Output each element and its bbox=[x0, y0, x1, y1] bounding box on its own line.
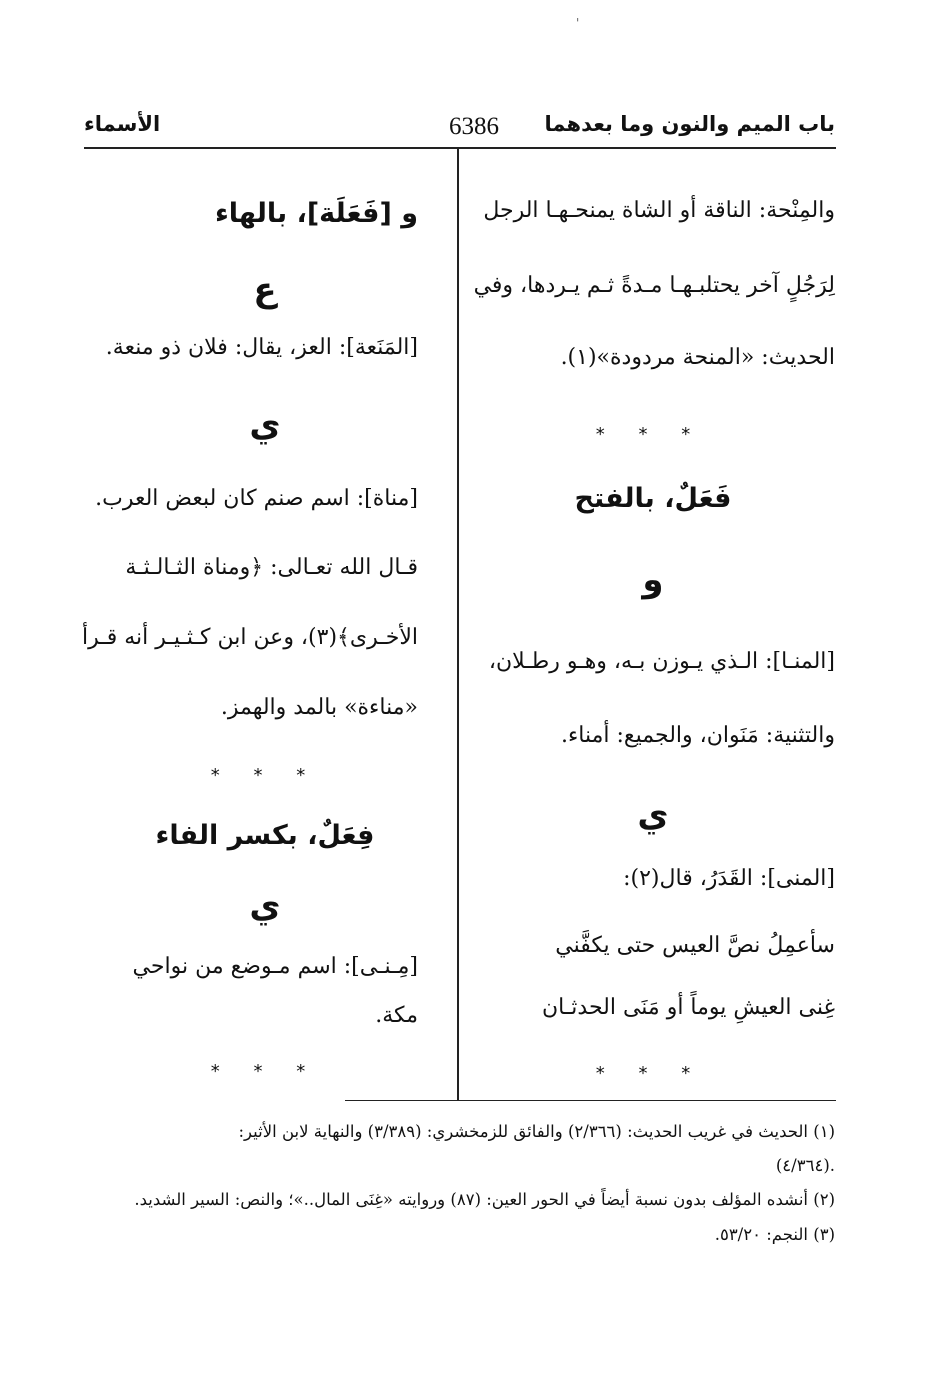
footnote-3: (٣) النجم: ٥٣/٢٠. bbox=[714, 1225, 835, 1244]
section-heading: و [فَعَلَة]، بالهاء bbox=[214, 198, 418, 229]
text-line: والمِنْحة: الناقة أو الشاة يمنحـهـا الرجل bbox=[483, 198, 835, 223]
text-line: [المنى]: القَدَرُ، قال(٢): bbox=[623, 866, 835, 891]
running-header-right: باب الميم والنون وما بعدهما bbox=[544, 112, 835, 136]
running-header-left: الأسماء bbox=[84, 112, 161, 136]
footnote-2: (٢) أنشده المؤلف بدون نسبة أيضاً في الحور العين: (٨٧) وروايته «غِنَى المال..»؛ والنص: السير الشديد. bbox=[134, 1190, 835, 1209]
page-number: 6386 bbox=[449, 113, 499, 140]
footnote-rule bbox=[345, 1100, 836, 1101]
text-line: [المنـا]: الـذي يـوزن بـه، وهـو رطـلان، bbox=[488, 649, 835, 674]
letter-heading-ya: ي bbox=[249, 886, 281, 926]
verse-line: سأعمِلُ نصَّ العيس حتى يكفَّني bbox=[555, 933, 835, 958]
section-separator-stars: * * * bbox=[210, 1061, 320, 1082]
letter-heading-ain: ع bbox=[253, 270, 277, 310]
footnote-1-continued: (٤/٣٦٤). bbox=[775, 1156, 835, 1175]
text-line: «مناءة» بالمد والهمز. bbox=[220, 695, 418, 720]
section-separator-stars: * * * bbox=[595, 424, 705, 445]
header-rule bbox=[84, 147, 836, 149]
text-line: قـال الله تعـالى: ﴿ومناة الثـالـثـة bbox=[125, 555, 418, 580]
text-line: الحديث: «المنحة مردودة»(١). bbox=[560, 345, 835, 370]
verse-line: غِنى العيشِ يوماً أو مَنَى الحدثـان bbox=[541, 995, 835, 1020]
scan-mark: ' bbox=[576, 16, 580, 30]
section-separator-stars: * * * bbox=[210, 765, 320, 786]
text-line: الأخـرى﴾(٣)، وعن ابن كـثـيـر أنه قـرأ bbox=[82, 625, 418, 650]
text-line: مكة. bbox=[375, 1003, 418, 1028]
section-separator-stars: * * * bbox=[595, 1063, 705, 1084]
letter-heading-waw: و bbox=[642, 560, 664, 600]
column-divider bbox=[457, 149, 459, 1101]
text-line: [مناة]: اسم صنم كان لبعض العرب. bbox=[95, 486, 418, 511]
text-line: لِرَجُلٍ آخر يحتلبـهـا مـدةً ثـم يـردها، وفي bbox=[473, 273, 835, 298]
text-line: [المَنَعة]: العز، يقال: فلان ذو منعة. bbox=[105, 335, 418, 360]
letter-heading-ya: ي bbox=[637, 795, 669, 835]
text-line: والتثنية: مَنَوان، والجميع: أمناء. bbox=[560, 723, 835, 748]
footnote-1: (١) الحديث في غريب الحديث: (٢/٣٦٦) والفائق للزمخشري: (٣/٣٨٩) والنهاية لابن الأثير: bbox=[238, 1122, 835, 1141]
letter-heading-ya: ي bbox=[249, 405, 281, 445]
text-line: [مِـنـى]: اسم مـوضع من نواحي bbox=[132, 954, 418, 979]
section-heading: فِعَلٌ، بكسر الفاء bbox=[155, 820, 375, 851]
section-heading: فَعَلٌ، بالفتح bbox=[574, 483, 732, 514]
